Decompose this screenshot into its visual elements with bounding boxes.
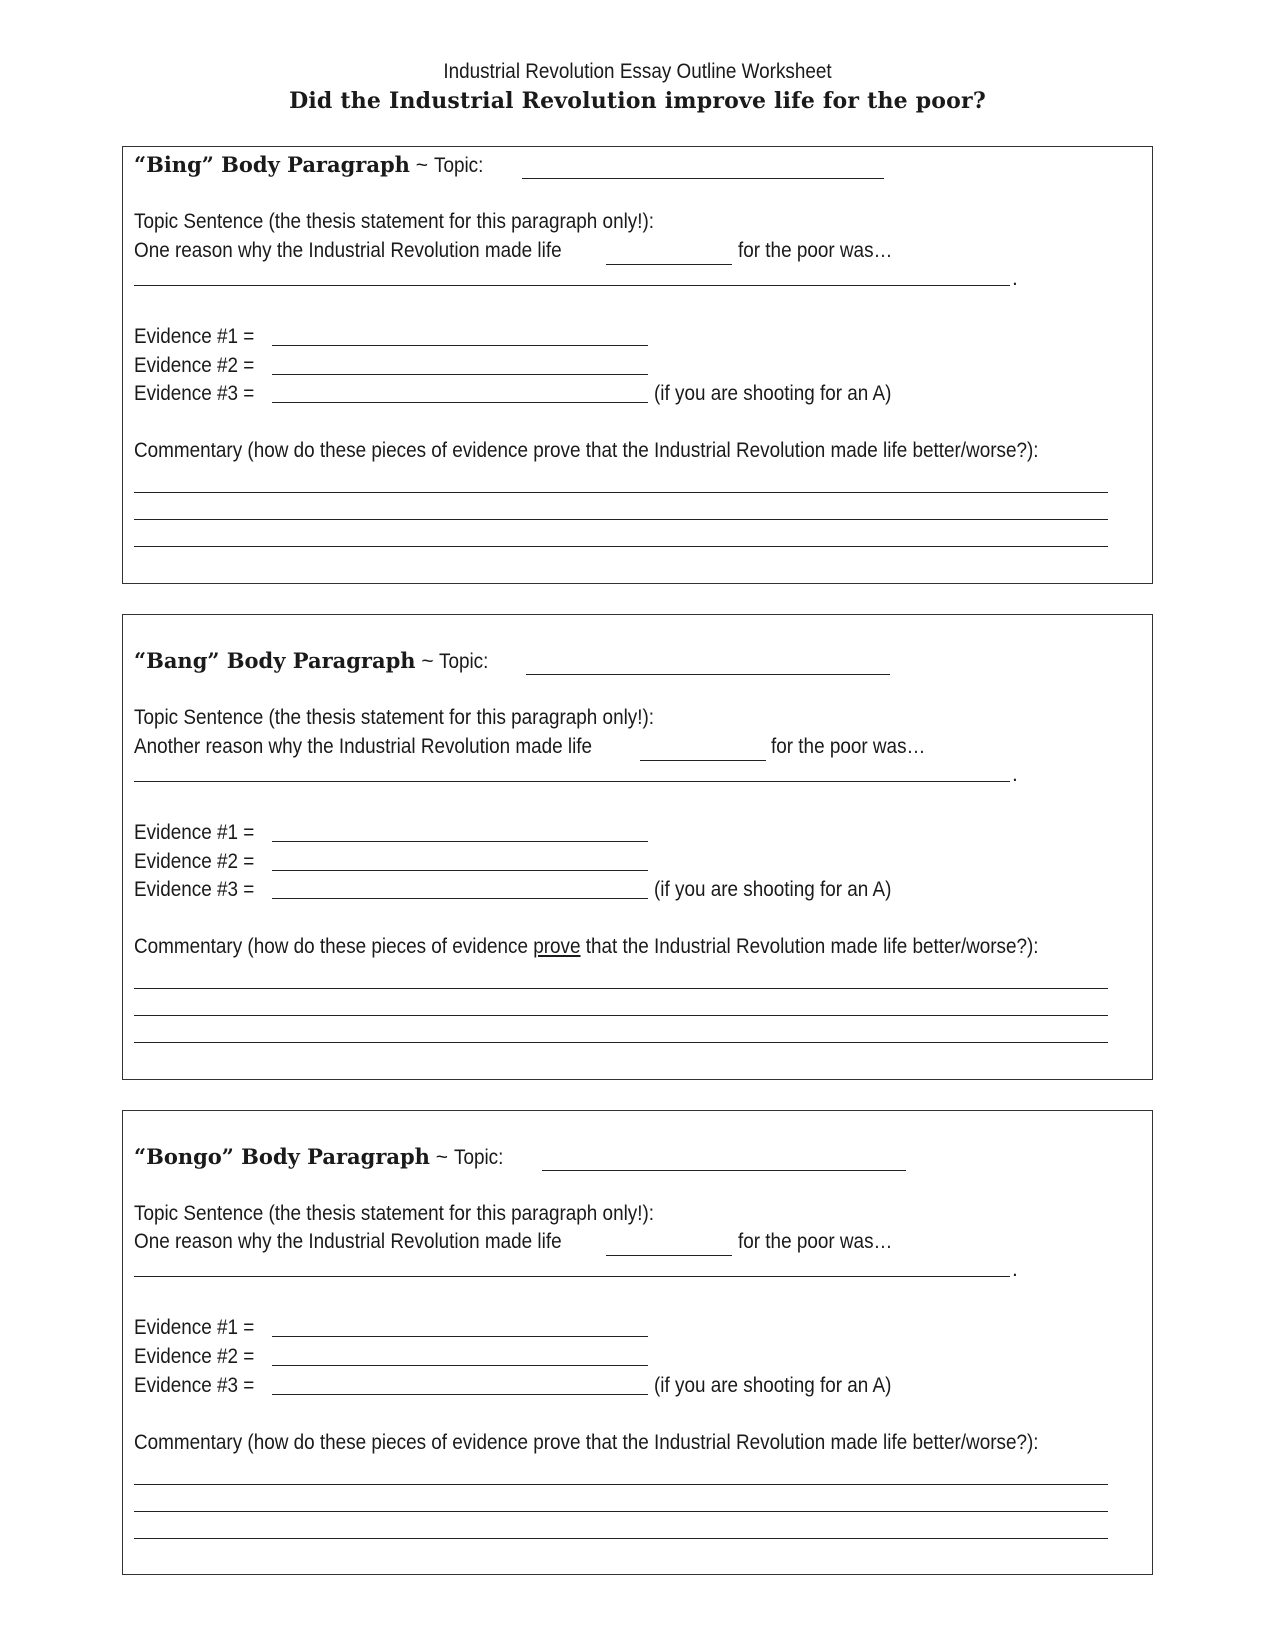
evidence-3-input[interactable] <box>272 898 648 899</box>
topic-input[interactable] <box>542 1150 906 1171</box>
commentary-label: Commentary (how do these pieces of evidence prove that the Industrial Revolution made life better/worse?): <box>134 439 1039 462</box>
life-change-input[interactable] <box>606 244 732 265</box>
commentary-line-2[interactable] <box>134 1511 1108 1512</box>
topic-sentence-label: Topic Sentence (the thesis statement for this paragraph only!): <box>134 210 655 233</box>
period: . <box>1012 267 1018 290</box>
topic-label: Topic: <box>433 154 484 177</box>
evidence-2-input[interactable] <box>272 870 648 871</box>
evidence-3-label: Evidence #3 = <box>134 1374 255 1397</box>
reason-prefix: One reason why the Industrial Revolution made life <box>134 239 562 262</box>
reason-suffix: for the poor was… <box>738 239 893 262</box>
commentary-label: Commentary (how do these pieces of evidence prove that the Industrial Revolution made life better/worse?): <box>134 1431 1039 1454</box>
evidence-2-label: Evidence #2 = <box>134 850 255 873</box>
section-name: “Bongo” Body Paragraph <box>134 1144 430 1169</box>
life-change-input[interactable] <box>640 740 766 761</box>
reason-answer-line[interactable] <box>134 781 1010 782</box>
section-name: “Bing” Body Paragraph <box>134 152 410 177</box>
evidence-3-input[interactable] <box>272 402 648 403</box>
section-name: “Bang” Body Paragraph <box>134 648 416 673</box>
reason-prefix: Another reason why the Industrial Revolution made life <box>134 735 593 758</box>
reason-prefix: One reason why the Industrial Revolution made life <box>134 1230 562 1253</box>
reason-suffix: for the poor was… <box>738 1230 893 1253</box>
evidence-1-label: Evidence #1 = <box>134 1316 255 1339</box>
section-heading <box>134 1144 509 1171</box>
evidence-1-input[interactable] <box>272 345 648 346</box>
commentary-line-1[interactable] <box>134 988 1108 989</box>
commentary-line-1[interactable] <box>134 492 1108 493</box>
evidence-2-label: Evidence #2 = <box>134 354 255 377</box>
commentary-line-2[interactable] <box>134 519 1108 520</box>
reason-suffix: for the poor was… <box>771 735 926 758</box>
reason-answer-line[interactable] <box>134 285 1010 286</box>
evidence-3-label: Evidence #3 = <box>134 878 255 901</box>
evidence-1-label: Evidence #1 = <box>134 325 255 348</box>
evidence-3-note: (if you are shooting for an A) <box>654 1374 892 1397</box>
topic-label: Topic: <box>439 650 489 673</box>
tilde: ~ <box>415 650 440 673</box>
section-heading <box>134 648 494 675</box>
evidence-2-input[interactable] <box>272 1365 648 1366</box>
period: . <box>1012 763 1018 786</box>
tilde: ~ <box>429 1146 454 1169</box>
evidence-3-input[interactable] <box>272 1394 648 1395</box>
evidence-3-note: (if you are shooting for an A) <box>654 382 892 405</box>
topic-input[interactable] <box>522 158 884 179</box>
topic-sentence-label: Topic Sentence (the thesis statement for this paragraph only!): <box>134 706 655 729</box>
life-change-input[interactable] <box>606 1235 732 1256</box>
evidence-2-input[interactable] <box>272 374 648 375</box>
evidence-3-note: (if you are shooting for an A) <box>654 878 892 901</box>
reason-answer-line[interactable] <box>134 1276 1010 1277</box>
worksheet-subtitle: Industrial Revolution Essay Outline Worksheet <box>443 60 832 83</box>
commentary-line-3[interactable] <box>134 1042 1108 1043</box>
topic-label: Topic: <box>453 1146 504 1169</box>
period: . <box>1012 1258 1018 1281</box>
section-heading <box>134 152 489 179</box>
evidence-1-input[interactable] <box>272 841 648 842</box>
section-box-bongo <box>122 1110 1153 1575</box>
worksheet-title: Did the Industrial Revolution improve life for the poor? <box>289 88 986 114</box>
section-box-bang <box>122 614 1153 1080</box>
commentary-line-2[interactable] <box>134 1015 1108 1016</box>
prove-underlined: prove <box>533 935 581 958</box>
commentary-label: Commentary (how do these pieces of evidence prove that the Industrial Revolution made life better/worse?): <box>134 935 1039 958</box>
evidence-1-label: Evidence #1 = <box>134 821 255 844</box>
commentary-line-3[interactable] <box>134 546 1108 547</box>
evidence-3-label: Evidence #3 = <box>134 382 255 405</box>
evidence-2-label: Evidence #2 = <box>134 1345 255 1368</box>
evidence-1-input[interactable] <box>272 1336 648 1337</box>
topic-input[interactable] <box>526 654 890 675</box>
commentary-line-1[interactable] <box>134 1484 1108 1485</box>
tilde: ~ <box>409 154 434 177</box>
commentary-line-3[interactable] <box>134 1538 1108 1539</box>
topic-sentence-label: Topic Sentence (the thesis statement for this paragraph only!): <box>134 1202 655 1225</box>
